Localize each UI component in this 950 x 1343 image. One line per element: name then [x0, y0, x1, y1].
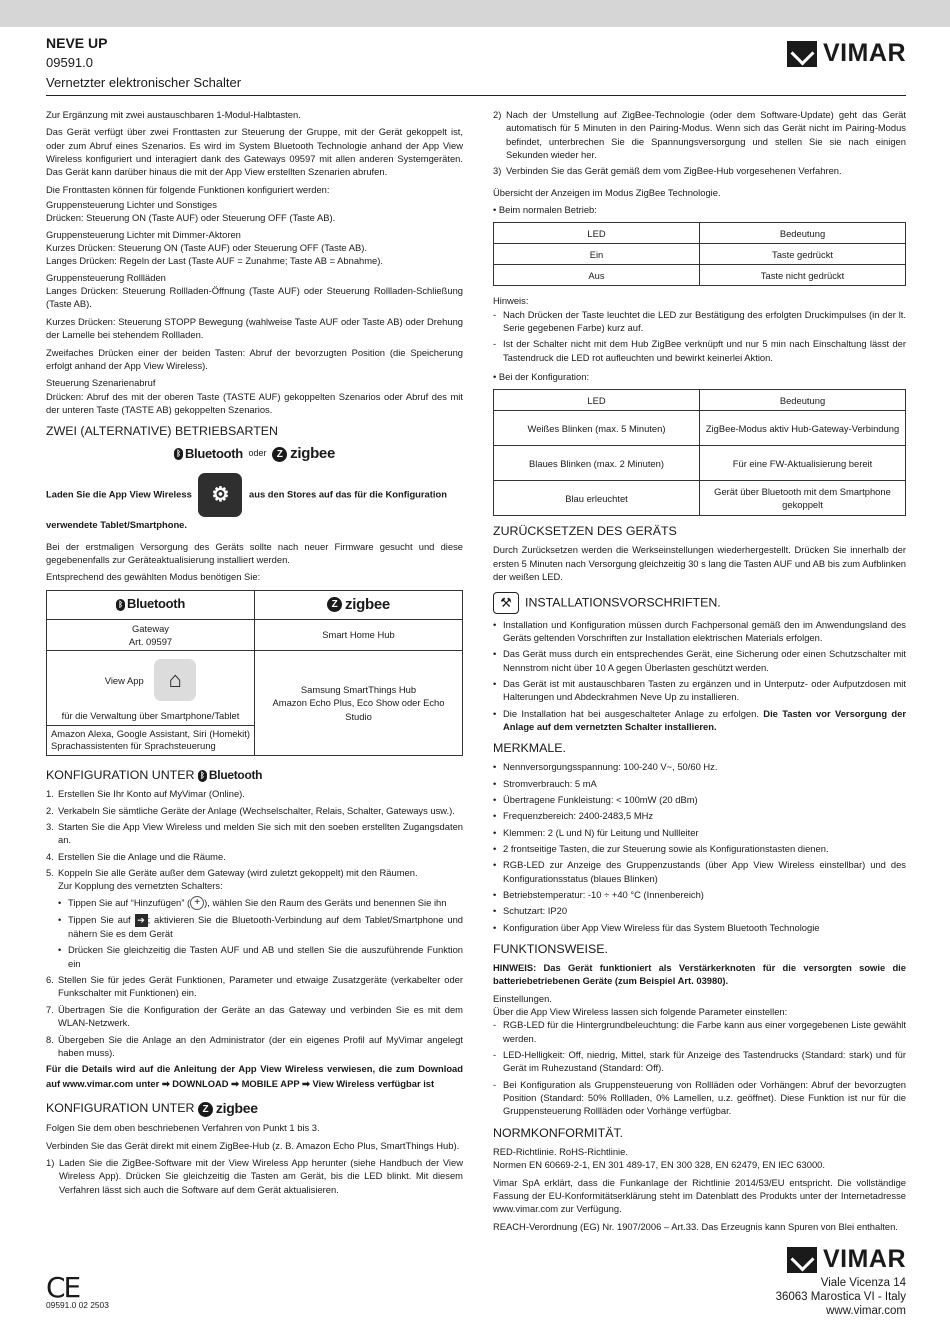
requirements-intro: Entsprechend des gewählten Modus benötigen Sie:: [46, 571, 261, 583]
function-2: Gruppensteuerung Lichter mit Dimmer-Aktoren Kurzes Drücken: Steuerung ON (Taste AUF) oder Steuerung OFF (Taste AB). Langes Drücken: Regeln der Last (Taste AUF = Zunahme; Taste AB = Abnahme).: [46, 228, 383, 267]
app-manual-note: Für die Details wird auf die Anleitung der App View Wireless verwiesen, die zum Download auf www.vimar.com unter ➡ DOWNLOAD ➡ MOBILE APP ➡ View Wireless verfügbar ist: [46, 1063, 463, 1089]
top-gray-bar: [0, 0, 950, 27]
bt-config-steps-2: 6. Stellen Sie für jedes Gerät Funktionen, Parameter und etwaige Zusatzgeräte (verkabelter oder Funkschalter mit Funktionen) ein. 7. Übertragen Sie die Konfiguration der Geräte an das Gateway und verbinden Sie es mit dem WLAN-Netzwerk. 8. Übergeben Sie die Anlage an den Administrator (der ein eigenes Profil auf MyVimar angelegt haben muss).: [46, 974, 463, 1058]
reset-text: Durch Zurücksetzen werden die Werkseinstellungen wiederhergestellt. Drücken Sie innerhalb der ersten 5 Minuten nach Versorgung gleichzeitig 30 s lang die Tasten AUF und AB bis zum Aufblinken der weißen LED.: [493, 544, 906, 583]
zigbee-logo-inline: Z zigbee: [198, 1101, 258, 1117]
zb-config-steps: 1) Laden Sie die ZigBee-Software mit der View Wireless App herunter (siehe Handbuch der View Wireless App). Drücken Sie gleichzeitig die Tasten am Gerät, bis die LED blinkt. Mit diesem Verfahren lässt sich auch die Software auf dem Gerät aktualisieren.: [46, 1156, 463, 1195]
home-app-icon: ⌂: [154, 659, 196, 701]
function-3: Gruppensteuerung Rollläden Langes Drücken: Steuerung Rollladen-Öffnung (Taste AUF) oder Steuerung Rollladen-Schließung (Taste AB). Kurzes Drücken: Steuerung STOPP Bewegung (wahlweise Taste AUF oder Taste AB) oder Drehung der Lamelle bei stehendem Rollladen. Zweifaches Drücken einer der beiden Tasten: Abruf der bevorzugten Position (die Speicherung erfolgt anhand der App View Wireless).: [46, 271, 463, 371]
ce-mark: CE: [46, 1271, 80, 1304]
intro-2: Das Gerät verfügt über zwei Fronttasten zur Steuerung der Gruppe, mit der Gerät gekoppelt ist, oder zum Abruf eines Szenarios. Es wird im System Bluetooth Technologie anhand der App View Wireless konfiguriert und interagiert dank des Gateways 09597 mit allen anderen Systemgeräten. Das Gerät kann darüber hinaus die mit der App View erstellten Szenarien abrufen.: [46, 126, 463, 178]
zigbee-icon: Z: [327, 597, 342, 612]
led-table-config: LED Bedeutung Weißes Blinken (max. 5 Minuten) ZigBee-Modus aktiv Hub-Gateway-Verbindung Blaues Blinken (max. 2 Minuten) Für eine FW-Aktualisierung bereit Blau erleuchtet Gerät über Bluetooth mit dem Smartphone gekoppelt: [493, 389, 906, 516]
document-header: [46, 33, 906, 93]
bluetooth-logo-inline: ᛒ Bluetooth: [198, 768, 262, 783]
website-link[interactable]: www.vimar.com: [826, 1305, 906, 1317]
install-list: • Installation und Konfiguration müssen durch Fachpersonal gemäß den im Anwendungsland des Geräts geltenden Vorschriften zur Installation elektrischen Materials erfolgen. • Das Gerät muss durch ein entsprechendes Gerät, eine Sicherung oder einen Schutzschalter mit Nennstrom nicht über 10 A gegen Überlasten geschützt werden. • Das Gerät ist mit austauschbaren Tasten zu ergänzen und in Unterputz- oder Aufputzdosen mit Halterungen und Abdeckrahmen Neve Up zu installieren. • Die Installation hat bei ausgeschalteter Anlage zu erfolgen. Die Tasten vor Versorgung der Anlage auf dem vernetzten Schalter installieren.: [493, 618, 906, 732]
vimar-logo-footer: VIMAR: [787, 1242, 906, 1278]
right-column: 2) Nach der Umstellung auf ZigBee-Technologie (oder dem Software-Update) geht das Gerät automatisch für 5 Minuten in den Pairing-Modus. Wenn sich das Gerät nicht im Pairing-Modus befindet, unterbrechen Sie die Spannungsversorgung und stellen Sie sie nach einigen Sekunden wieder her. 3) Verbinden Sie das Gerät gemäß dem vom ZigBee-Hub vorgesehenen Verfahren. Übersicht der Anzeigen im Modus ZigBee Technologie. • Beim normalen Betrieb: LED Bedeutung Ein Taste gedrückt Aus Taste nicht gedrückt Hinweis: - Nach Drücken der Taste leuchtet die LED zur Bestätigung des erfolgten Druckimpulses (in der lt. Serie gegebenen Farbe) kurz auf. - Ist der Schalter nicht mit dem Hub ZigBee verknüpft und nur 5 min nach Einschaltung lässt der Tastendruck die LED rot aufleuchten und bewirkt keinerlei Aktion. • Bei der Konfiguration: LED Bedeutung Weißes Blinken (max. 5 Minuten) ZigBee-Modus aktiv Hub-Gateway-Verbindung Blaues Blinken (max. 2 Minuten) Für eine FW-Aktualisierung bereit Blau erleuchtet Gerät über Bluetooth mit dem Smartphone gekoppelt ZURÜCKSETZEN DES GERÄTS Durch Zurücksetzen werden die Werkseinstellungen wiederhergestellt. Drücken Sie innerhalb der ersten 5 Minuten nach Versorgung gleichzeitig 30 s lang die Tasten AUF und AB bis zum Aufblinken der weißen LED. ⚒ INSTALLATIONSVORSCHRIFTEN. • Installation und Konfiguration müssen durch Fachpersonal gemäß den im Anwendungsland des Geräts geltenden Vorschriften zur Installation elektrischen Materials erfolgen. • Das Gerät muss durch ein entsprechendes Gerät, eine Sicherung oder einen Schutzschalter mit Nennstrom nicht über 10 A gegen Überlasten geschützt werden. • Das Gerät ist mit austauschbaren Tasten zu ergänzen und in Unterputz- oder Aufputzdosen mit Halterungen und Abdeckrahmen Neve Up zu installieren. • Die Installation hat bei ausgeschalteter Anlage zu erfolgen. Die Tasten vor Versorgung der Anlage auf dem vernetzten Schalter installieren. MERKMALE. • Nennversorgungsspannung: 100-240 V~, 50/60 Hz. • Stromverbrauch: 5 mA • Übertragene Funkleistung: < 100mW (20 dBm) • Frequenzbereich: 2400-2483,5 MHz • Klemmen: 2 (L und N) für Leitung und Nullleiter • 2 frontseitige Tasten, die zur Steuerung sowie als Konfigurationstasten dienen. • RGB-LED zur Anzeige des Gruppenzustands (über App View Wireless einstellbar) und des Konfigurationsstatus (blaues Blinken) • Betriebstemperatur: -10 ÷ +40 °C (Innenbereich) • Schutzart: IP20 • Konfiguration über App View Wireless für das System Bluetooth Technologie FUNKTIONSWEISE. HINWEIS: Das Gerät funktioniert als Verstärkerknoten für die versorgten sowie die batteriebetriebenen Geräte (zum Beispiel Art. 03980). Einstellungen. Über die App View Wireless lassen sich folgende Parameter einstellen: - RGB-LED für die Hintergrundbeleuchtung: die Farbe kann aus einer vorgegebenen Liste gewählt werden. - LED-Helligkeit: Off, niedrig, Mittel, stark für Anzeige des Tastendrucks (Standard: stark) und für Gerät im Ruhezustand (Standard: Off). - Bei Konfiguration als Gruppensteuerung von Rollläden oder Vorhängen: Abruf der bevorzugten Position (Standard: 50% Rollladen, 0% Lamellen, u.z. geöffnet). Diese Funktion ist nur für die Gruppensteuerung Rollläden oder Vorhänge verfügbar. NORMKONFORMITÄT. RED-Richtlinie. RoHS-Richtlinie. Normen EN 60669-2-1, EN 301 489-17, EN 300 328, EN 62479, EN IEC 63000. Vimar SpA erklärt, dass die Funkanlage der Richtlinie 2014/53/EU entspricht. Die vollständige Fassung der EU-Konformitätserklärung steht im Datenblatt des Produkts unter der Internetadresse www.vimar.com zur Verfügung. REACH-Verordnung (EG) Nr. 1907/2006 – Art.33. Das Erzeugnis kann Spuren von Blei enthalten.: [493, 109, 906, 1232]
bt-config-heading: KONFIGURATION UNTER ᛒ Bluetooth: [46, 767, 263, 783]
function-1: Gruppensteuerung Lichter und Sonstiges Drücken: Steuerung ON (Taste AUF) oder Steuerung OFF (Taste AB).: [46, 199, 336, 224]
arrow-icon: ➔: [135, 914, 148, 927]
bluetooth-icon: ᛒ: [198, 770, 207, 782]
vimar-mark-icon: [787, 1247, 817, 1273]
header-divider: [46, 95, 906, 96]
view-wireless-app-icon: ⚙: [198, 473, 242, 517]
vimar-logo: VIMAR: [787, 36, 906, 72]
app-download: Laden Sie die App View Wireless ⚙ aus den Stores auf das für die Konfiguration verwendete Tablet/Smartphone.: [46, 473, 463, 532]
bt-config-steps: 1. Erstellen Sie Ihr Konto auf MyVimar (Online). 2. Verkabeln Sie sämtliche Geräte der Anlage (Wechselschalter, Relais, Schalter, Gateways usw.). 3. Starten Sie die App View Wireless und melden Sie sich mit den soeben erstellten Zugangsdaten an. 4. Erstellen Sie die Anlage und die Räume. 5. Koppeln Sie alle Geräte außer dem Gateway (wird zuletzt gekoppelt) mit den Räumen. Zur Kopplung des vernetzten Schalters:: [46, 788, 463, 892]
product-subtitle: Vernetzter elektronischer Schalter: [46, 75, 242, 90]
hint-list: - Nach Drücken der Taste leuchtet die LED zur Bestätigung des erfolgten Druckimpulses (in der lt. Serie gegebenen Farbe) kurz auf. - Ist der Schalter nicht mit dem Hub ZigBee verknüpft und nur 5 min nach Einschaltung lässt der Tastendruck die LED rot aufleuchten und bewirkt keinerlei Aktion.: [493, 308, 906, 363]
modes-heading: ZWEI (ALTERNATIVE) BETRIEBSARTEN: [46, 424, 279, 439]
features-list: • Nennversorgungsspannung: 100-240 V~, 50/60 Hz. • Stromverbrauch: 5 mA • Übertragene Funkleistung: < 100mW (20 dBm) • Frequenzbereich: 2400-2483,5 MHz • Klemmen: 2 (L und N) für Leitung und Nullleiter • 2 frontseitige Tasten, die zur Steuerung sowie als Konfigurationstasten dienen. • RGB-LED zur Anzeige des Gruppenzustands (über App View Wireless einstellbar) und des Konfigurationsstatus (blaues Blinken) • Betriebstemperatur: -10 ÷ +40 °C (Innenbereich) • Schutzart: IP20 • Konfiguration über App View Wireless für das System Bluetooth Technologie: [493, 761, 906, 933]
requirements-table: ᛒ Bluetooth Z zigbee Gateway Art. 09597 Smart Home Hub View App ⌂ für die Verwaltung über Smartphone/Tablet Samsung SmartThings Hub Amazon Echo Plus, Eco Show oder Echo Studio Amazon Alexa, Google Assistant, Siri (Homekit) Sprachassistenten für Sprachsteuerung: [46, 590, 463, 756]
bluetooth-logo-table: ᛒ Bluetooth: [116, 595, 185, 613]
conformity-heading: NORMKONFORMITÄT.: [493, 1125, 624, 1140]
zigbee-logo-table: Z zigbee: [327, 594, 390, 615]
operation-heading: FUNKTIONSWEISE.: [493, 942, 608, 957]
zb-config-steps-cont: 2) Nach der Umstellung auf ZigBee-Technologie (oder dem Software-Update) geht das Gerät automatisch für 5 Minuten in den Pairing-Modus. Wenn sich das Gerät nicht im Pairing-Modus befindet, unterbrechen Sie die Spannungsversorgung und stellen Sie sie nach einigen Sekunden wieder her. 3) Verbinden Sie das Gerät gemäß dem vom ZigBee-Hub vorgesehenen Verfahren.: [493, 109, 906, 177]
product-code: 09591.0: [46, 55, 93, 70]
zb-config-heading: KONFIGURATION UNTER Z zigbee: [46, 1100, 258, 1117]
vimar-mark-icon: [787, 41, 817, 67]
led-table-normal: LED Bedeutung Ein Taste gedrückt Aus Taste nicht gedrückt: [493, 222, 906, 286]
left-column: Zur Ergänzung mit zwei austauschbaren 1-Modul-Halbtasten. Das Gerät verfügt über zwei Fronttasten zur Steuerung der Gruppe, mit der Gerät gekoppelt ist, oder zum Abruf eines Szenarios. Es wird im System Bluetooth Technologie anhand der App View Wireless konfiguriert und interagiert dank des Gateways 09597 mit allen anderen Systemgeräten. Das Gerät kann darüber hinaus die mit der App View erstellten Szenarien abrufen. Die Fronttasten können für folgende Funktionen konfiguriert werden: Gruppensteuerung Lichter und Sonstiges Drücken: Steuerung ON (Taste AUF) oder Steuerung OFF (Taste AB). Gruppensteuerung Lichter mit Dimmer-Aktoren Kurzes Drücken: Steuerung ON (Taste AUF) oder Steuerung OFF (Taste AB). Langes Drücken: Regeln der Last (Taste AUF = Zunahme; Taste AB = Abnahme). Gruppensteuerung Rollläden Langes Drücken: Steuerung Rollladen-Öffnung (Taste AUF) oder Steuerung Rollladen-Schließung (Taste AB). Kurzes Drücken: Steuerung STOPP Bewegung (wahlweise Taste AUF oder Taste AB) oder Drehung der Lamelle bei stehendem Rollladen. Zweifaches Drücken einer der beiden Tasten: Abruf der bevorzugten Position (die Speicherung erfolgt anhand der App View Wireless). Steuerung Szenarienabruf Drücken: Abruf des mit der oberen Taste (TASTE AUF) gekoppelten Szenarios oder Abruf des mit der unteren Taste (TASTE AB) gekoppelten Szenarios. ZWEI (ALTERNATIVE) BETRIEBSARTEN ᛒ Bluetooth oder Z zigbee Laden Sie die App View Wireless ⚙ aus den Stores auf das für die Konfiguration verwendete Tablet/Smartphone. Bei der erstmaligen Versorgung des Geräts sollte nach neuer Firmware gesucht und diese gegebenenfalls zur Geräteaktualisierung installiert werden. Entsprechend des gewählten Modus benötigen Sie: ᛒ Bluetooth Z zigbee Gateway Art. 09597 Smart Home Hub View App ⌂ für die Verwaltung über Smartphone/Tablet Samsung SmartThings Hub Amazon Echo Plus, Eco Show oder Echo Studio Amazon Alexa, Google Assistant, Siri (Homekit) Sprachassistenten für Sprachsteuerung KONFIGURATION UNTER ᛒ Bluetooth 1. Erstellen Sie Ihr Konto auf MyVimar (Online). 2. Verkabeln Sie sämtliche Geräte der Anlage (Wechselschalter, Relais, Schalter, Gateways usw.). 3. Starten Sie die App View Wireless und melden Sie sich mit den soeben erstellten Zugangsdaten an. 4. Erstellen Sie die Anlage und die Räume. 5. Koppeln Sie alle Geräte außer dem Gateway (wird zuletzt gekoppelt) mit den Räumen. Zur Kopplung des vernetzten Schalters: • Tippen Sie auf “Hinzufügen” ( + ), wählen Sie den Raum des Geräts und benennen Sie ihn • Tippen Sie auf ➔ ; aktivieren Sie die Bluetooth-Verbindung auf dem Tablet/Smartphone und nähern Sie es dem Gerät • Drücken Sie gleichzeitig die Tasten AUF und AB und stellen Sie die auszuführende Funktion ein 6. Stellen Sie für jedes Gerät Funktionen, Parameter und etwaige Zusatzgeräte (verkabelter oder Funkschalter mit Funktionen) ein. 7. Übertragen Sie die Konfiguration der Geräte an das Gateway und verbinden Sie es mit dem WLAN-Netzwerk. 8. Übergeben Sie die Anlage an den Administrator (der ein eigenes Profil auf MyVimar angelegt haben muss). Für die Details wird auf die Anleitung der App View Wireless verwiesen, die zum Download auf www.vimar.com unter ➡ DOWNLOAD ➡ MOBILE APP ➡ View Wireless verfügbar ist KONFIGURATION UNTER Z zigbee Folgen Sie dem oben beschriebenen Verfahren von Punkt 1 bis 3. Verbinden Sie das Gerät direkt mit einem ZigBee-Hub (z. B. Amazon Echo Plus, SmartThings Hub). 1) Laden Sie die ZigBee-Software mit der View Wireless App herunter (siehe Handbuch der View Wireless App). Drücken Sie gleichzeitig die Tasten am Gerät, bis die LED blinkt. Mit diesem Verfahren lässt sich auch die Software auf dem Gerät aktualisieren.: [46, 109, 464, 1195]
bluetooth-icon: ᛒ: [174, 448, 183, 460]
company-address: Viale Vicenza 14 36063 Marostica VI - Italy www.vimar.com: [775, 1277, 906, 1317]
zigbee-icon: Z: [272, 447, 287, 462]
intro-3: Die Fronttasten können für folgende Funktionen konfiguriert werden:: [46, 183, 330, 195]
reset-heading: ZURÜCKSETZEN DES GERÄTS: [493, 524, 677, 539]
installer-icon: ⚒: [493, 592, 519, 614]
zigbee-logo: Z zigbee: [272, 443, 335, 464]
function-4: Steuerung Szenarienabruf Drücken: Abruf des mit der oberen Taste (TASTE AUF) gekoppelten Szenarios oder Abruf des mit der unteren Taste (TASTE AB) gekoppelten Szenarios.: [46, 377, 463, 415]
firmware-note: Bei der erstmaligen Versorgung des Geräts sollte nach neuer Firmware gesucht und diese gegebenenfalls zur Geräteaktualisierung installiert werden.: [46, 540, 463, 565]
bluetooth-logo: ᛒ Bluetooth: [174, 445, 243, 463]
add-icon: +: [190, 896, 204, 910]
intro-1: Zur Ergänzung mit zwei austauschbaren 1-Modul-Halbtasten.: [46, 109, 301, 120]
features-heading: MERKMALE.: [493, 741, 566, 756]
product-name: NEVE UP: [46, 35, 108, 51]
modes-logos: ᛒ Bluetooth oder Z zigbee: [46, 443, 463, 464]
coupling-substeps: • Tippen Sie auf “Hinzufügen” ( + ), wählen Sie den Raum des Geräts und benennen Sie ihn • Tippen Sie auf ➔ ; aktivieren Sie die Bluetooth-Verbindung auf dem Tablet/Smartphone und nähern Sie es dem Gerät • Drücken Sie gleichzeitig die Tasten AUF und AB und stellen Sie die auszuführende Funktion ein: [58, 896, 464, 969]
zigbee-icon: Z: [198, 1102, 213, 1117]
document-code: 09591.0 02 2503: [46, 1300, 109, 1310]
bluetooth-icon: ᛒ: [116, 599, 125, 611]
install-heading: ⚒ INSTALLATIONSVORSCHRIFTEN.: [493, 592, 906, 614]
operation-list: - RGB-LED für die Hintergrundbeleuchtung: die Farbe kann aus einer vorgegebenen Liste gewählt werden. - LED-Helligkeit: Off, niedrig, Mittel, stark für Anzeige des Tastendrucks (Standard: stark) und für Gerät im Ruhezustand (Standard: Off). - Bei Konfiguration als Gruppensteuerung von Rollläden oder Vorhängen: Abruf der bevorzugten Position (Standard: 50% Rollladen, 0% Lamellen, u.z. geöffnet). Diese Funktion ist nur für die Gruppensteuerung Rollläden oder Vorhänge verfügbar.: [493, 1019, 906, 1117]
operation-note: HINWEIS: Das Gerät funktioniert als Verstärkerknoten für die versorgten sowie die batteriebetriebenen Geräte (zum Beispiel Art. 03980).: [493, 962, 906, 987]
